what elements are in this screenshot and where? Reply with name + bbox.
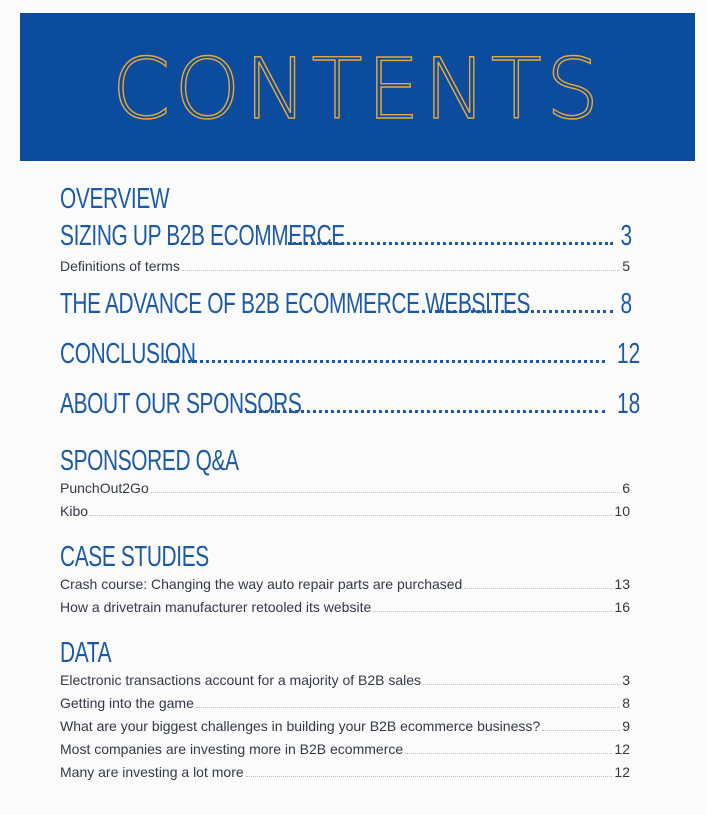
toc-item-page: 6 — [622, 480, 630, 496]
contents-banner — [20, 13, 695, 161]
section-heading-case-studies: CASE STUDIES — [60, 541, 209, 573]
toc-item-label: Getting into the game — [60, 695, 194, 711]
toc-item-label: PunchOut2Go — [60, 480, 149, 496]
list-item[interactable] — [60, 503, 630, 526]
dot-leader — [164, 359, 605, 363]
toc-entry-advance[interactable] — [60, 288, 633, 338]
toc-item-page: 13 — [614, 576, 630, 592]
toc-item-page: 9 — [622, 718, 630, 734]
section-conclusion — [60, 338, 641, 388]
section-sponsored-qa — [60, 442, 630, 526]
list-item[interactable] — [60, 718, 630, 741]
list-item[interactable] — [60, 695, 630, 718]
section-advance — [60, 288, 633, 338]
dot-leader — [90, 515, 612, 516]
section-case-studies — [60, 538, 630, 622]
toc-entry-page: 3 — [620, 220, 633, 252]
toc-entry-conclusion[interactable] — [60, 338, 641, 388]
section-heading-data: DATA — [60, 637, 112, 669]
section-heading-sponsored-qa: SPONSORED Q&A — [60, 445, 239, 477]
dot-leader — [405, 753, 612, 754]
toc-item-label: Electronic transactions account for a majority of B2B sales — [60, 672, 422, 688]
dot-leader — [246, 776, 613, 777]
toc-item-label: How a drivetrain manufacturer retooled its website — [60, 599, 372, 615]
toc-entry-page: 18 — [617, 388, 641, 420]
toc-item-label: Crash course: Changing the way auto repair parts are purchased — [60, 576, 463, 592]
section-sponsors — [60, 388, 641, 438]
list-item[interactable] — [60, 764, 630, 787]
toc-item-label: What are your biggest challenges in building your B2B ecommerce business? — [60, 718, 541, 734]
dot-leader — [151, 492, 620, 493]
dot-leader — [196, 707, 620, 708]
toc-item-page: 8 — [622, 695, 630, 711]
dot-leader — [423, 684, 620, 685]
toc-item-page: 12 — [614, 764, 630, 780]
toc-item-page: 16 — [614, 599, 630, 615]
toc-entry-label: THE ADVANCE OF B2B ECOMMERCE WEBSITES — [60, 288, 531, 320]
section-heading-overview: OVERVIEW — [60, 183, 170, 215]
list-item[interactable] — [60, 741, 630, 764]
list-item[interactable] — [60, 258, 630, 281]
toc-sub-definitions — [60, 258, 630, 281]
list-item[interactable] — [60, 599, 630, 622]
toc-item-label: Many are investing a lot more — [60, 764, 244, 780]
toc-item-label: Definitions of terms — [60, 258, 180, 274]
toc-entry-page: 12 — [617, 338, 641, 370]
section-data — [60, 634, 630, 787]
dot-leader — [373, 611, 612, 612]
section-overview — [60, 178, 633, 270]
toc-item-page: 5 — [622, 258, 630, 274]
dot-leader — [182, 270, 620, 271]
toc-item-page: 3 — [622, 672, 630, 688]
toc-entry-page: 8 — [620, 288, 633, 320]
toc-entry-label: CONCLUSION — [60, 338, 196, 370]
dot-leader — [464, 588, 612, 589]
list-item[interactable] — [60, 672, 630, 695]
toc-item-label: Most companies are investing more in B2B ecommerce — [60, 741, 404, 757]
toc-item-page: 10 — [614, 503, 630, 519]
list-item[interactable] — [60, 480, 630, 503]
toc-item-page: 12 — [614, 741, 630, 757]
list-item[interactable] — [60, 576, 630, 599]
banner-title: CONTENTS — [111, 40, 604, 138]
toc-entry-sponsors[interactable] — [60, 388, 641, 438]
toc-entry-label: SIZING UP B2B ECOMMERCE — [60, 220, 345, 252]
toc-item-label: Kibo — [60, 503, 89, 519]
toc-entry-label: ABOUT OUR SPONSORS — [60, 388, 302, 420]
dot-leader — [542, 730, 620, 731]
